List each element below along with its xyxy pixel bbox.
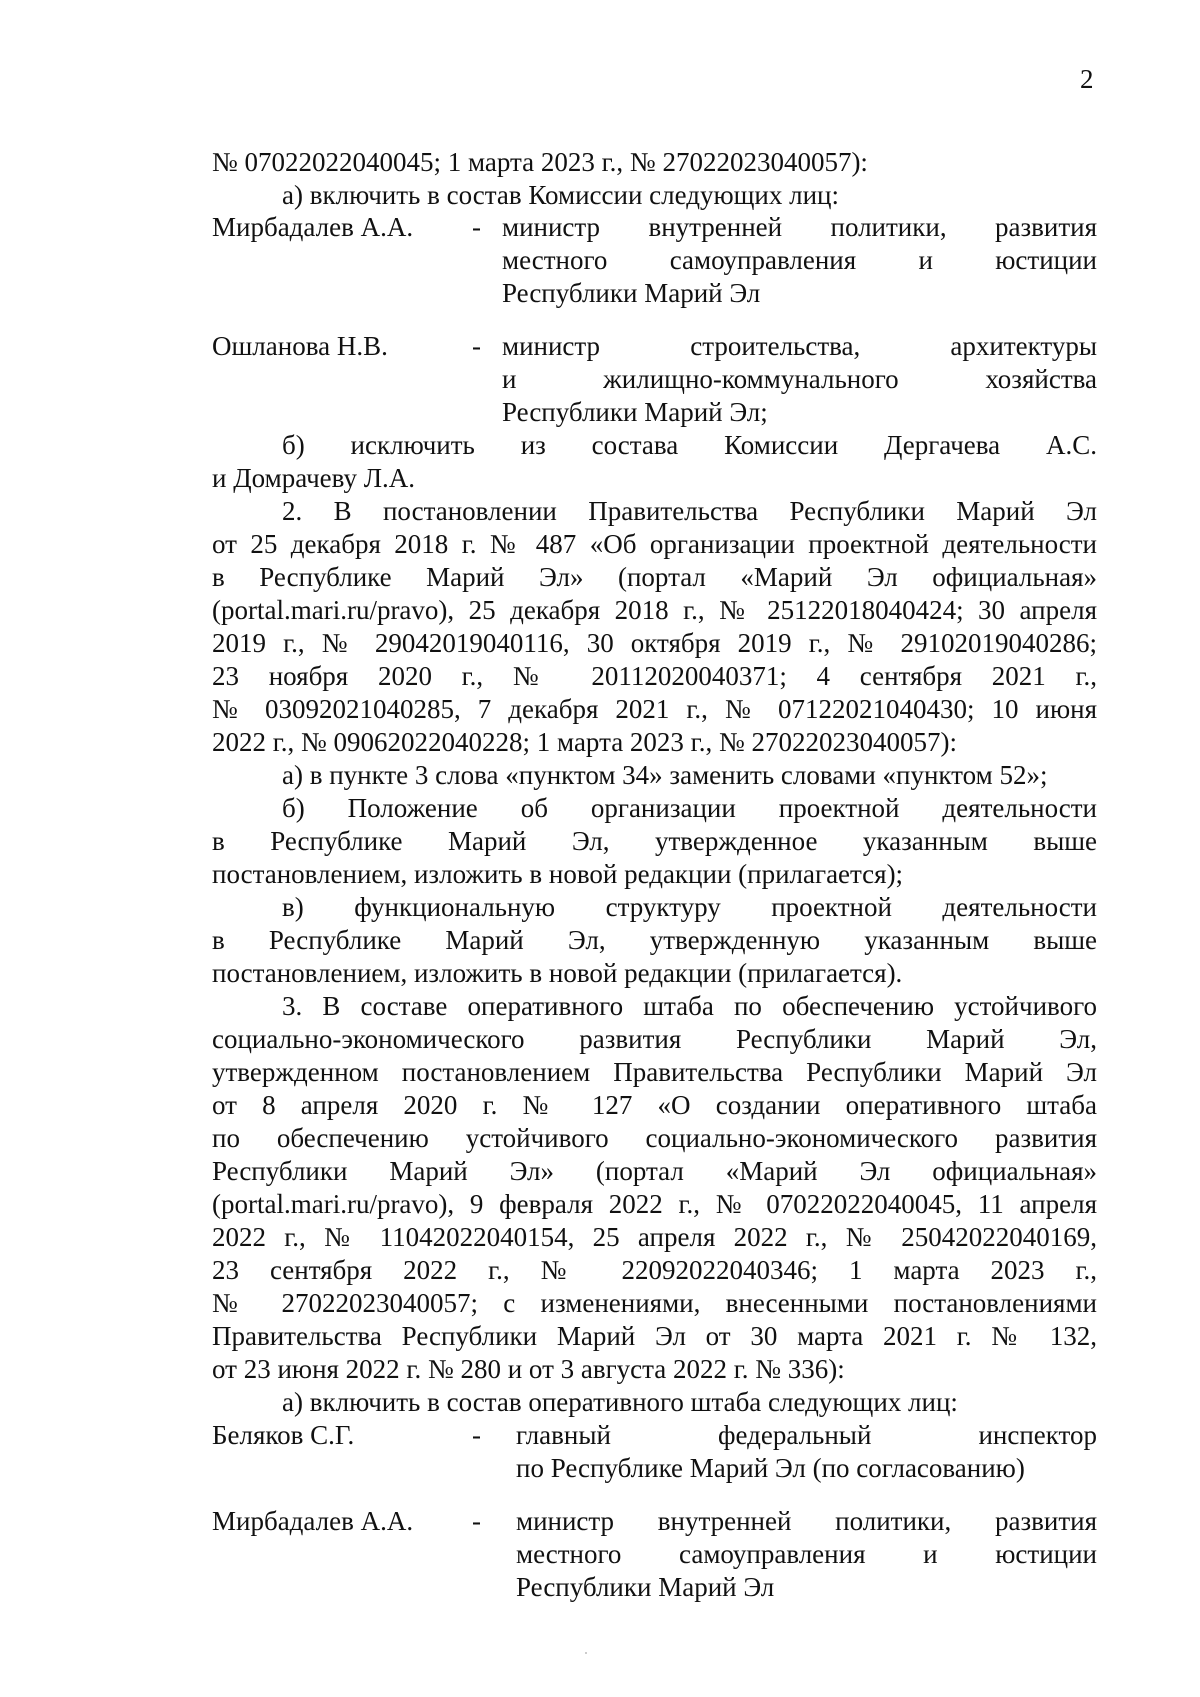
text-line: от 25 декабря 2018 г. № 487 «Об организации проектной деятельности bbox=[212, 529, 1097, 559]
page-number: 2 bbox=[1080, 64, 1094, 94]
text-line: 23 ноября 2020 г., № 20112020040371; 4 сентября 2021 г., bbox=[212, 661, 1097, 691]
text-line: № 03092021040285, 7 декабря 2021 г., № 07122021040430; 10 июня bbox=[212, 694, 1097, 724]
text-line: (portal.mari.ru/pravo), 9 февраля 2022 г., № 07022022040045, 11 апреля bbox=[212, 1189, 1097, 1219]
text-line: в) функциональную структуру проектной деятельности bbox=[282, 892, 1097, 922]
text-line: Правительства Республики Марий Эл от 30 марта 2021 г. № 132, bbox=[212, 1321, 1097, 1351]
text-line: (portal.mari.ru/pravo), 25 декабря 2018 г., № 25122018040424; 30 апреля bbox=[212, 595, 1097, 625]
text-line: в Республике Марий Эл, утвержденное указанным выше bbox=[212, 826, 1097, 856]
text-line: № 27022023040057; с изменениями, внесенными постановлениями bbox=[212, 1288, 1097, 1318]
member-position: по Республике Марий Эл (по согласованию) bbox=[516, 1453, 1025, 1483]
member-name: Беляков С.Г. bbox=[212, 1420, 355, 1450]
text-line: от 23 июня 2022 г. № 280 и от 3 августа 2022 г. № 336): bbox=[212, 1354, 845, 1384]
text-line: по обеспечению устойчивого социально-экономического развития bbox=[212, 1123, 1097, 1153]
text-line: и Домрачеву Л.А. bbox=[212, 463, 416, 493]
member-name: Ошланова Н.В. bbox=[212, 331, 388, 361]
member-position: местного самоуправления и юстиции bbox=[502, 245, 1097, 275]
text-line: б) исключить из состава Комиссии Дергачева А.С. bbox=[282, 430, 1097, 460]
text-line: а) включить в состав Комиссии следующих лиц: bbox=[282, 180, 840, 210]
text-line: постановлением, изложить в новой редакции (прилагается). bbox=[212, 958, 903, 988]
text-line: б) Положение об организации проектной деятельности bbox=[282, 793, 1097, 823]
scan-speck bbox=[585, 1652, 587, 1654]
member-position: министр строительства, архитектуры bbox=[502, 331, 1097, 361]
text-line: 3. В составе оперативного штаба по обеспечению устойчивого bbox=[282, 991, 1097, 1021]
member-position: и жилищно-коммунального хозяйства bbox=[502, 364, 1097, 394]
text-line: утвержденном постановлением Правительства Республики Марий Эл bbox=[212, 1057, 1097, 1087]
member-position: Республики Марий Эл bbox=[516, 1572, 775, 1602]
text-line: 2022 г., № 11042022040154, 25 апреля 2022 г., № 25042022040169, bbox=[212, 1222, 1097, 1252]
text-line: от 8 апреля 2020 г. № 127 «О создании оперативного штаба bbox=[212, 1090, 1097, 1120]
text-line: 23 сентября 2022 г., № 22092022040346; 1 марта 2023 г., bbox=[212, 1255, 1097, 1285]
member-position: местного самоуправления и юстиции bbox=[516, 1539, 1097, 1569]
member-name: Мирбадалев А.А. bbox=[212, 1506, 414, 1536]
member-dash: - bbox=[472, 1420, 481, 1450]
member-position: министр внутренней политики, развития bbox=[516, 1506, 1097, 1536]
member-position: главный федеральный инспектор bbox=[516, 1420, 1097, 1450]
text-line: постановлением, изложить в новой редакции (прилагается); bbox=[212, 859, 904, 889]
text-line: 2019 г., № 29042019040116, 30 октября 2019 г., № 29102019040286; bbox=[212, 628, 1097, 658]
text-line: в Республике Марий Эл, утвержденную указанным выше bbox=[212, 925, 1097, 955]
member-position: Республики Марий Эл; bbox=[502, 397, 768, 427]
text-line: а) в пункте 3 слова «пунктом 34» заменить словами «пунктом 52»; bbox=[282, 760, 1048, 790]
text-line: № 07022022040045; 1 марта 2023 г., № 27022023040057): bbox=[212, 147, 868, 177]
text-line: в Республике Марий Эл» (портал «Марий Эл официальная» bbox=[212, 562, 1097, 592]
member-dash: - bbox=[472, 1506, 481, 1536]
text-line: а) включить в состав оперативного штаба следующих лиц: bbox=[282, 1387, 958, 1417]
member-position: Республики Марий Эл bbox=[502, 278, 761, 308]
member-position: министр внутренней политики, развития bbox=[502, 212, 1097, 242]
text-line: 2022 г., № 09062022040228; 1 марта 2023 г., № 27022023040057): bbox=[212, 727, 957, 757]
text-line: социально-экономического развития Республики Марий Эл, bbox=[212, 1024, 1097, 1054]
text-line: 2. В постановлении Правительства Республики Марий Эл bbox=[282, 496, 1097, 526]
text-line: Республики Марий Эл» (портал «Марий Эл официальная» bbox=[212, 1156, 1097, 1186]
member-name: Мирбадалев А.А. bbox=[212, 212, 414, 242]
member-dash: - bbox=[472, 212, 481, 242]
member-dash: - bbox=[472, 331, 481, 361]
